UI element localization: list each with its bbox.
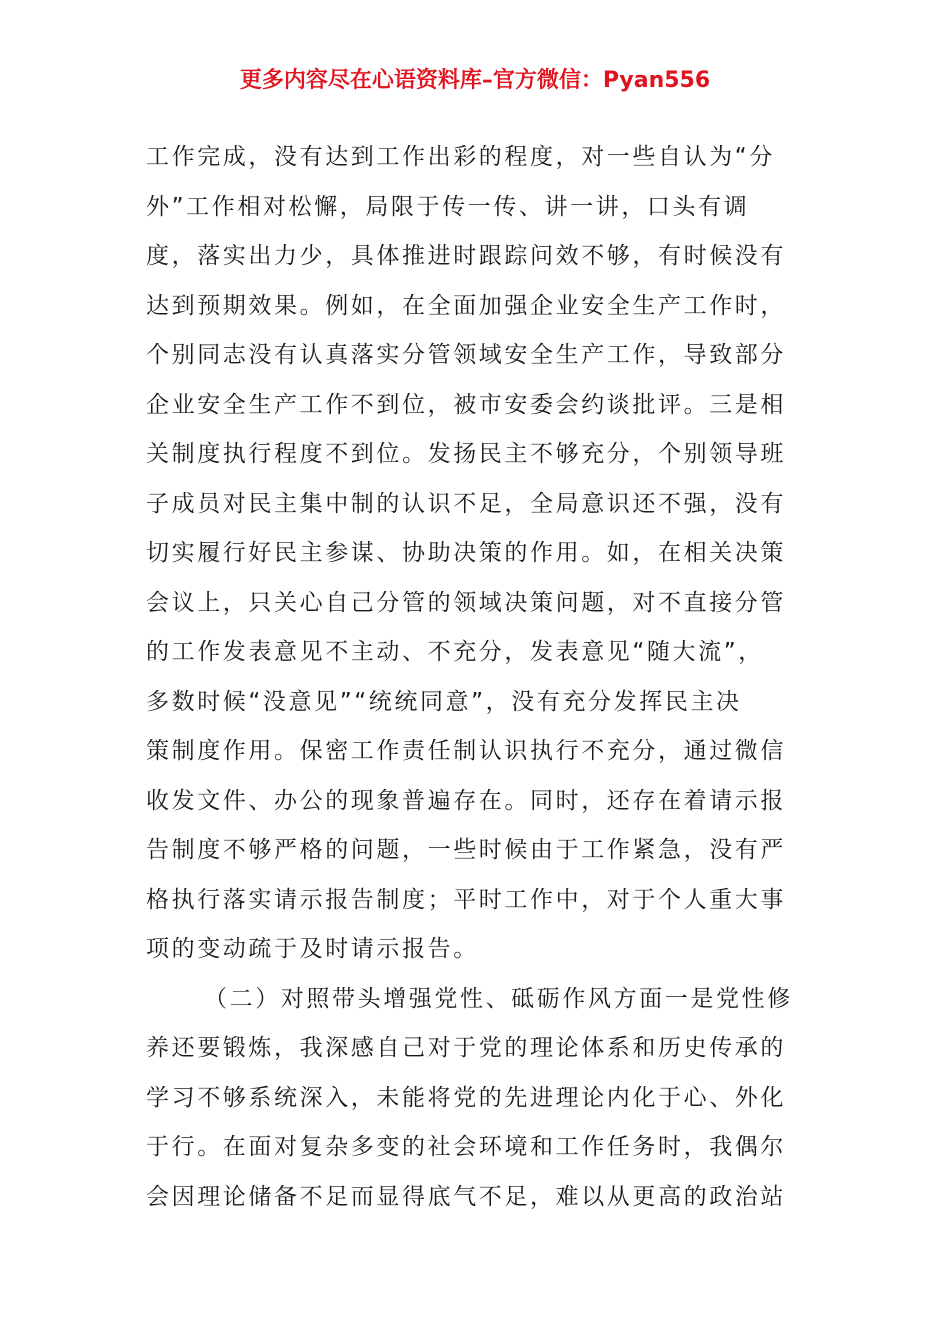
text-line: 外”工作相对松懈，局限于传一传、讲一讲，口头有调 — [146, 193, 750, 220]
text-line: 多数时候“没意见”“统统同意”，没有充分发挥民主决 — [146, 688, 742, 715]
text-line: 项的变动疏于及时请示报告。 — [146, 936, 479, 962]
body-text — [146, 133, 806, 1222]
text-line: 的工作发表意见不主动、不充分，发表意见“随大流”， — [146, 639, 764, 665]
text-line: 收发文件、办公的现象普遍存在。同时，还存在着请示报 — [146, 787, 786, 814]
text-line: 养还要锻炼，我深感自己对于党的理论体系和历史传承的 — [146, 1035, 786, 1061]
text-line: 度，落实出力少，具体推进时跟踪问效不够，有时候没有 — [146, 243, 786, 269]
text-line: 策制度作用。保密工作责任制认识执行不充分，通过微信 — [146, 738, 786, 764]
text-line: 于行。在面对复杂多变的社会环境和工作任务时，我偶尔 — [146, 1134, 786, 1160]
text-line: 企业安全生产工作不到位，被市安委会约谈批评。三是相 — [146, 391, 786, 418]
text-line: 会因理论储备不足而显得底气不足，难以从更高的政治站 — [146, 1183, 786, 1210]
text-line: 切实履行好民主参谋、协助决策的作用。如，在相关决策 — [146, 540, 786, 566]
text-line: 子成员对民主集中制的认识不足，全局意识还不强，没有 — [146, 490, 786, 517]
text-line: 会议上，只关心自己分管的领域决策问题，对不直接分管 — [146, 589, 786, 616]
text-line: 工作完成，没有达到工作出彩的程度，对一些自认为“分 — [146, 144, 775, 170]
text-line: 告制度不够严格的问题，一些时候由于工作紧急，没有严 — [146, 837, 786, 863]
text-line: 格执行落实请示报告制度；平时工作中，对于个人重大事 — [146, 886, 786, 913]
header-banner: 更多内容尽在心语资料库–官方微信：Pyan556 — [239, 68, 711, 93]
text-line: 达到预期效果。例如，在全面加强企业安全生产工作时， — [146, 292, 786, 319]
section-heading-line: （二）对照带头增强党性、砥砺作风方面一是党性修 — [204, 985, 793, 1012]
text-line: 关制度执行程度不到位。发扬民主不够充分，个别领导班 — [146, 441, 786, 467]
text-line: 个别同志没有认真落实分管领域安全生产工作，导致部分 — [146, 342, 786, 368]
text-line: 学习不够系统深入，未能将党的先进理论内化于心、外化 — [146, 1084, 786, 1111]
